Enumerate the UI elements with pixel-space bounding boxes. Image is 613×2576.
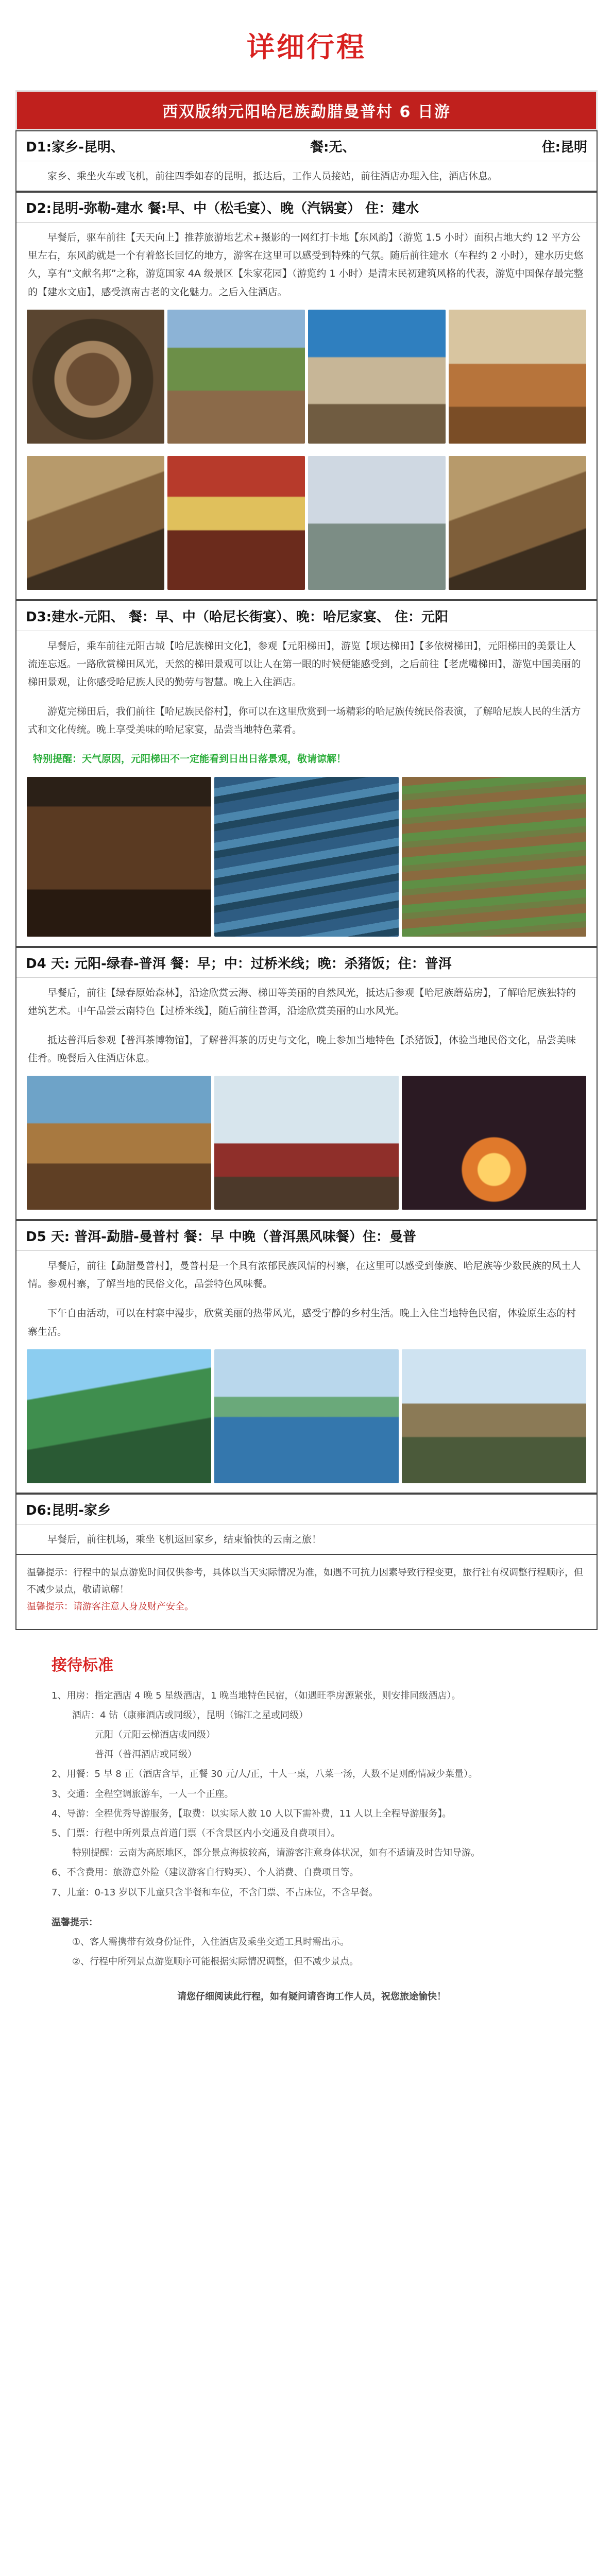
day-5-photos xyxy=(16,1346,597,1493)
day-3 xyxy=(15,600,598,947)
photo-fog xyxy=(308,456,446,590)
notes-text: 温馨提示：行程中的景点游览时间仅供参考，具体以当天实际情况为准，如遇不可抗力因素导致行程变更，旅行社有权调整行程顺序，但不减少景点，敬请谅解！ xyxy=(27,1567,583,1596)
day-1-hotel: 住:昆明 xyxy=(541,140,587,155)
standard-item-2: 2、用餐：5 早 8 正（酒店含早，正餐 30 元/人/正，十人一桌，八菜一汤，人数不足则酌情减少菜量）。 xyxy=(52,1769,478,1780)
standard-sub-1: 酒店：4 钻（康雍酒店或同级），昆明（锦江之星或同级） xyxy=(72,1709,309,1721)
standard-item-1: 1、用房：指定酒店 4 晚 5 星级酒店，1 晚当地特色民宿，（如遇旺季房源紧张，则安排同级酒店）。 xyxy=(52,1690,461,1701)
photo-cellar xyxy=(27,777,211,937)
photo-city xyxy=(402,1349,586,1483)
day-5-text-2: 下午自由活动，可以在村寨中漫步，欣赏美丽的热带风光，感受宁静的乡村生活。晚上入住当地特色民宿，体验原生态的村寨生活。 xyxy=(28,1308,576,1337)
tip-1: ①、客人需携带有效身份证件，入住酒店及乘坐交通工具时需出示。 xyxy=(72,1936,350,1947)
day-2 xyxy=(15,192,598,600)
day-5-text-1: 早餐后，前往【勐腊曼普村】，曼普村是一个具有浓郁民族风情的村寨，在这里可以感受到傣族、哈尼族等少数民族的风土人情。参观村寨，了解当地的民俗文化，品尝特色风味餐。 xyxy=(28,1260,581,1290)
photo-room xyxy=(27,456,164,590)
day-3-highlight-wrap xyxy=(16,744,597,773)
day-3-text-1: 早餐后，乘车前往元阳古城【哈尼族梯田文化】，参观【元阳梯田】，游览【坝达梯田】【多依树梯田】，元阳梯田的美景让人流连忘返。一路欣赏梯田风光，天然的梯田景观可以让人在第一眼的时候便能感受到，之后前往【老虎嘴梯田】，游览中国美丽的梯田景观，让你感受哈尼族人民的勤劳与智慧。晚上入住酒店。 xyxy=(28,640,581,688)
standards xyxy=(0,1630,613,2037)
photo-huts xyxy=(449,310,586,444)
itinerary xyxy=(15,90,598,1630)
day-5-header: D5 天: 普洱-勐腊-曼普村 餐：早 中晚（普洱黑风味餐）住：曼普 xyxy=(16,1221,597,1251)
day-2-photos-row-2 xyxy=(16,453,597,599)
day-4-text-1: 早餐后，前往【绿春原始森林】，沿途欣赏云海、梯田等美丽的自然风光，抵达后参观【哈尼族蘑菇房】，了解哈尼族独特的建筑艺术。中午品尝云南特色【过桥米线】，随后前往普洱，沿途欣赏美丽的山水风光。 xyxy=(28,987,576,1016)
standard-sub-2: 元阳（元阳云梯酒店或同级） xyxy=(95,1730,215,1741)
photo-terrace xyxy=(214,777,399,937)
standard-item-5: 5、门票：行程中所列景点首道门票（不含景区内小交通及自费项目）。 xyxy=(52,1828,340,1839)
day-4-text-2: 抵达普洱后参观【普洱茶博物馆】，了解普洱茶的历史与文化，晚上参加当地特色【杀猪饭】，体验当地民俗文化，品尝美味佳肴。晚餐后入住酒店休息。 xyxy=(28,1034,576,1064)
standards-title: 接待标准 xyxy=(52,1656,113,1674)
title-bar xyxy=(0,0,613,90)
day-1-header xyxy=(16,131,597,161)
photo-pagoda xyxy=(214,1076,399,1210)
day-3-header: D3:建水-元阳、 餐：早、中（哈尼长街宴）、晚：哈尼家宴、 住：元阳 xyxy=(16,601,597,631)
photo-peak xyxy=(27,1349,211,1483)
photo-courtyard xyxy=(449,456,586,590)
hero-banner: 西双版纳元阳哈尼族勐腊曼普村 6 日游 xyxy=(15,90,598,130)
photo-cliff xyxy=(27,1076,211,1210)
photo-bonfire xyxy=(402,1076,586,1210)
day-3-photos xyxy=(16,774,597,946)
day-6-header: D6:昆明-家乡 xyxy=(16,1495,597,1524)
standard-item-7: 7、儿童：0-13 岁以下儿童只含半餐和车位，不含门票、不占床位，不含早餐。 xyxy=(52,1887,379,1898)
day-6-text: 早餐后，前往机场，乘坐飞机返回家乡，结束愉快的云南之旅！ xyxy=(47,1533,322,1545)
photo-market xyxy=(308,310,446,444)
day-1-route: D1:家乡-昆明、 xyxy=(26,140,124,155)
tips-title: 温馨提示： xyxy=(52,1917,98,1928)
day-3-highlight: 特别提醒：天气原因，元阳梯田不一定能看到日出日落景观，敬请谅解！ xyxy=(33,753,347,765)
day-4 xyxy=(15,947,598,1221)
day-1-meals: 餐:无、 xyxy=(310,140,356,155)
day-2-header: D2:昆明-弥勒-建水 餐:早、中（松毛宴）、晚（汽锅宴） 住：建水 xyxy=(16,193,597,223)
day-1-text: 家乡、乘坐火车或飞机，前往四季如春的昆明，抵达后，工作人员接站，前往酒店办理入住，酒店休息。 xyxy=(47,171,498,182)
day-1 xyxy=(15,130,598,192)
photo-village xyxy=(167,310,305,444)
day-4-photos xyxy=(16,1073,597,1219)
standards-footer: 请您仔细阅读此行程，如有疑问请咨询工作人员，祝您旅途愉快！ xyxy=(177,1991,446,2003)
day-4-header: D4 天: 元阳-绿春-普洱 餐：早；中：过桥米线；晚：杀猪饭；住：普洱 xyxy=(16,948,597,978)
tip-2: ②、行程中所列景点游览顺序可能根据实际情况调整，但不减少景点。 xyxy=(72,1956,359,1968)
day-6 xyxy=(15,1494,598,1555)
standard-item-4: 4、导游：全程优秀导游服务，【取费：以实际人数 10 人以下需补费，11 人以上全程导游服务】。 xyxy=(52,1808,452,1819)
day-2-text: 早餐后，驱车前往【天天向上】推荐旅游地艺术+摄影的一网红打卡地【东风韵】（游览 1.5 小时）面积占地大约 12 平方公里左右，东风韵就是一个有着悠长回忆的地方，游客在这里可以感受到特殊的气氛。随后前往建水（车程约 2 小时），建水历史悠久，享有“文献名邦”之称，游览国家 4A 级景区【朱家花园】（游览约 1 小时）是清末民初建筑风格的代表，游览中国保存最完整的【建水文庙】，感受滇南古老的文化魅力。之后入住酒店。 xyxy=(28,232,584,298)
photo-lake xyxy=(214,1349,399,1483)
day-2-photos-row-1 xyxy=(16,307,597,453)
day-5 xyxy=(15,1220,598,1494)
photo-hall xyxy=(167,456,305,590)
standard-item-3: 3、交通：全程空调旅游车，一人一个正座。 xyxy=(52,1788,234,1800)
standard-sub-4: 特别提醒：云南为高原地区，部分景点海拔较高，请游客注意身体状况，如有不适请及时告知导游。 xyxy=(72,1848,480,1859)
standard-item-6: 6、不含费用：旅游意外险（建议游客自行购买）、个人消费、自费项目等。 xyxy=(52,1867,359,1878)
notes-box xyxy=(15,1555,598,1630)
day-3-text-2: 游览完梯田后，我们前往【哈尼族民俗村】，你可以在这里欣赏到一场精彩的哈尼族传统民俗表演，了解哈尼族人民的生活方式和文化传统。晚上享受美味的哈尼家宴，品尝当地特色菜肴。 xyxy=(28,706,581,736)
photo-terrace-2 xyxy=(402,777,586,937)
photo-bowl xyxy=(27,310,164,444)
standard-sub-3: 普洱（普洱酒店或同级） xyxy=(95,1749,197,1760)
page-title: 详细行程 xyxy=(247,31,366,63)
notes-red: 温馨提示：请游客注意人身及财产安全。 xyxy=(27,1601,194,1613)
